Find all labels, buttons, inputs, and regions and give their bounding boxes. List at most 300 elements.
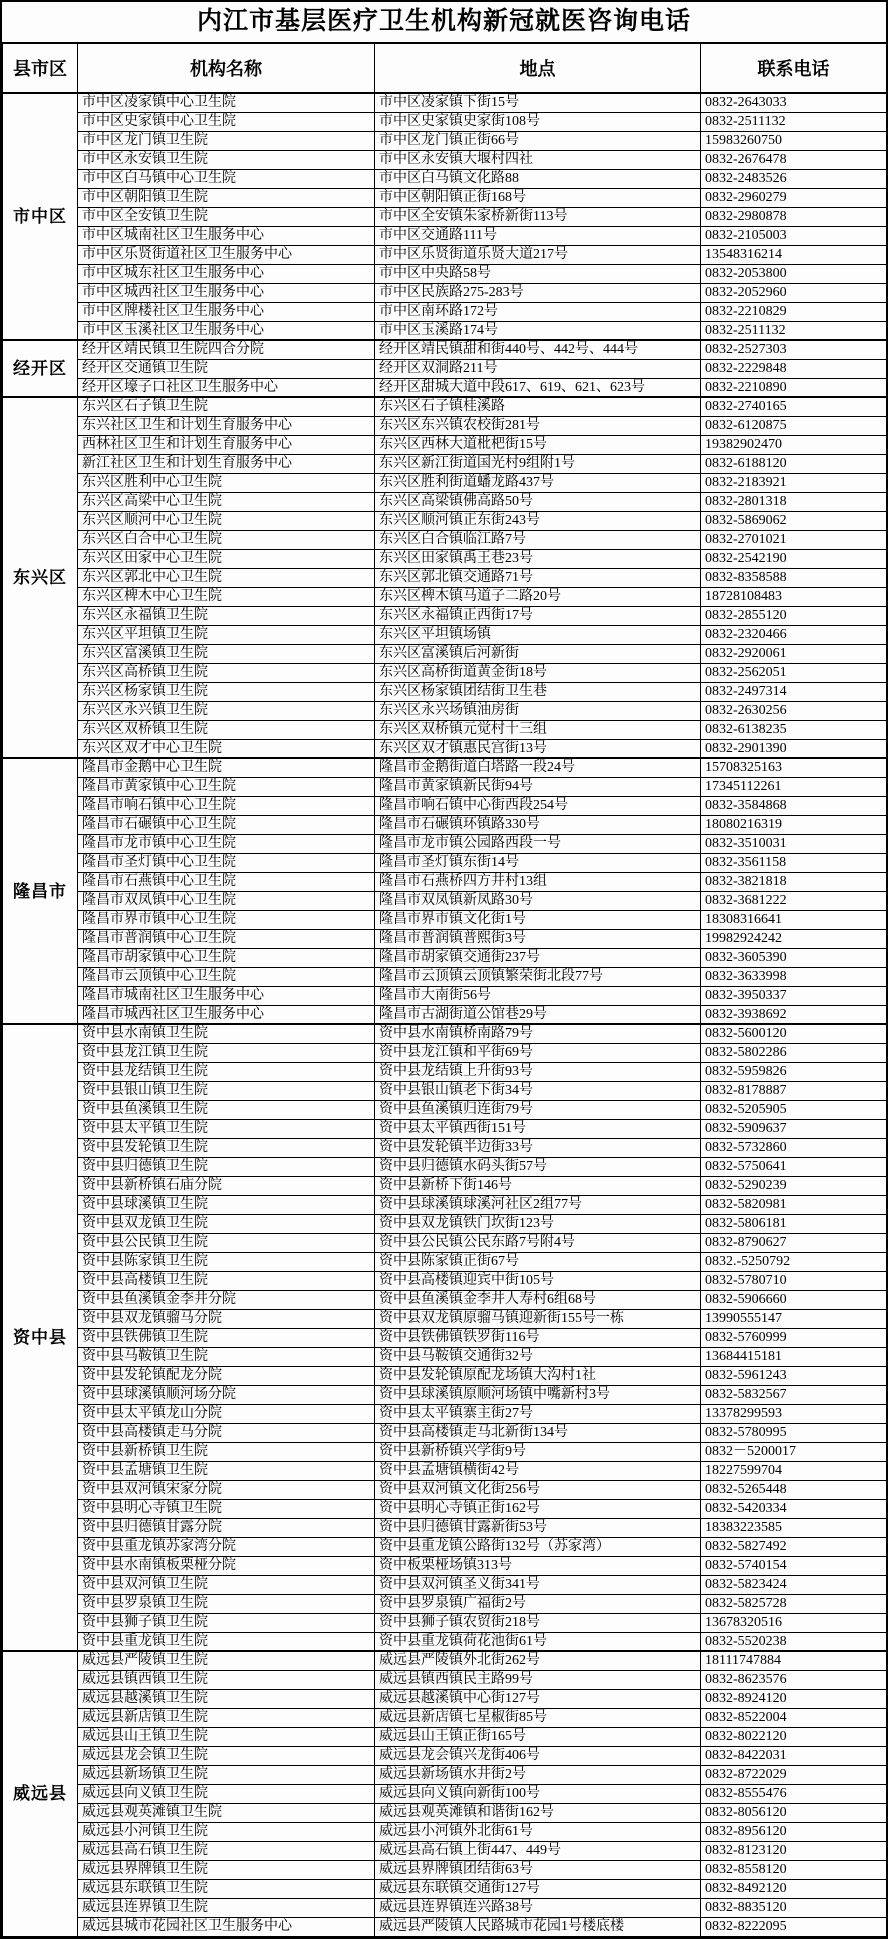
address-cell: 隆昌市云顶镇云顶镇繁荣街北段77号 bbox=[375, 967, 701, 986]
address-cell: 市中区永安镇大堰村四社 bbox=[375, 150, 701, 169]
address-cell: 东兴区高梁镇佛高路50号 bbox=[375, 492, 701, 511]
address-cell: 经开区双洞路211号 bbox=[375, 359, 701, 378]
phone-cell: 13548316214 bbox=[701, 245, 887, 264]
institution-name-cell: 隆昌市石燕镇中心卫生院 bbox=[78, 872, 375, 891]
table-row bbox=[3, 359, 887, 378]
institution-name-cell: 资中县太平镇龙山分院 bbox=[78, 1404, 375, 1423]
address-cell: 威远县镇西镇民主路99号 bbox=[375, 1670, 701, 1689]
institution-name-cell: 资中县铁佛镇卫生院 bbox=[78, 1328, 375, 1347]
address-cell: 隆昌市古湖街道公馆巷29号 bbox=[375, 1005, 701, 1024]
address-cell: 资中县孟塘镇横街42号 bbox=[375, 1461, 701, 1480]
address-cell: 东兴区郭北镇交通路71号 bbox=[375, 568, 701, 587]
phone-cell: 17345112261 bbox=[701, 777, 887, 796]
table-row bbox=[3, 1062, 887, 1081]
phone-cell: 0832-5832567 bbox=[701, 1385, 887, 1404]
phone-cell: 0832-5740154 bbox=[701, 1556, 887, 1575]
table-row bbox=[3, 1347, 887, 1366]
table-row bbox=[3, 1043, 887, 1062]
table-row bbox=[3, 758, 887, 777]
institution-name-cell: 隆昌市龙市镇中心卫生院 bbox=[78, 834, 375, 853]
address-cell: 资中县铁佛镇铁罗街116号 bbox=[375, 1328, 701, 1347]
institution-name-cell: 市中区全安镇卫生院 bbox=[78, 207, 375, 226]
column-header-institution: 机构名称 bbox=[78, 43, 375, 93]
institution-name-cell: 资中县银山镇卫生院 bbox=[78, 1081, 375, 1100]
table-row bbox=[3, 1423, 887, 1442]
address-cell: 资中县球溪镇球溪河社区2组77号 bbox=[375, 1195, 701, 1214]
phone-cell: 0832-8924120 bbox=[701, 1689, 887, 1708]
institution-name-cell: 隆昌市金鹅中心卫生院 bbox=[78, 758, 375, 777]
address-cell: 市中区交通路111号 bbox=[375, 226, 701, 245]
address-cell: 东兴区杨家镇团结街卫生巷 bbox=[375, 682, 701, 701]
phone-cell: 0832-8422031 bbox=[701, 1746, 887, 1765]
address-cell: 资中县重龙镇公路街132号（苏家湾） bbox=[375, 1537, 701, 1556]
phone-cell: 0832-5823424 bbox=[701, 1575, 887, 1594]
table-row bbox=[3, 93, 887, 112]
institution-name-cell: 资中县球溪镇卫生院 bbox=[78, 1195, 375, 1214]
table-row bbox=[3, 1328, 887, 1347]
phone-cell: 0832-8522004 bbox=[701, 1708, 887, 1727]
address-cell: 资中县龙结镇上升街93号 bbox=[375, 1062, 701, 1081]
table-row bbox=[3, 1005, 887, 1024]
table-row bbox=[3, 701, 887, 720]
institution-name-cell: 市中区城东社区卫生服务中心 bbox=[78, 264, 375, 283]
table-row bbox=[3, 1461, 887, 1480]
phone-cell: 0832.-5250792 bbox=[701, 1252, 887, 1271]
table-row bbox=[3, 1537, 887, 1556]
table-row bbox=[3, 511, 887, 530]
institution-name-cell: 威远县东联镇卫生院 bbox=[78, 1879, 375, 1898]
table-row bbox=[3, 682, 887, 701]
address-cell: 市中区乐贤街道乐贤大道217号 bbox=[375, 245, 701, 264]
header-row bbox=[3, 43, 887, 93]
phone-cell: 15983260750 bbox=[701, 131, 887, 150]
table-row bbox=[3, 1518, 887, 1537]
address-cell: 威远县严陵镇外北街262号 bbox=[375, 1651, 701, 1670]
phone-cell: 0832-8956120 bbox=[701, 1822, 887, 1841]
phone-cell: 0832-2855120 bbox=[701, 606, 887, 625]
institution-name-cell: 经开区壕子口社区卫生服务中心 bbox=[78, 378, 375, 397]
institution-name-cell: 资中县明心寺镇卫生院 bbox=[78, 1499, 375, 1518]
address-cell: 市中区凌家镇下街15号 bbox=[375, 93, 701, 112]
institution-name-cell: 资中县陈家镇卫生院 bbox=[78, 1252, 375, 1271]
table-row bbox=[3, 1442, 887, 1461]
institution-name-cell: 东兴区双桥镇卫生院 bbox=[78, 720, 375, 739]
institution-name-cell: 隆昌市界市镇中心卫生院 bbox=[78, 910, 375, 929]
institution-name-cell: 东兴区石子镇卫生院 bbox=[78, 397, 375, 416]
address-cell: 资中县新桥镇兴学街9号 bbox=[375, 1442, 701, 1461]
address-cell: 隆昌市大南街56号 bbox=[375, 986, 701, 1005]
institution-name-cell: 东兴区顺河中心卫生院 bbox=[78, 511, 375, 530]
institution-name-cell: 资中县归德镇卫生院 bbox=[78, 1157, 375, 1176]
table-row bbox=[3, 1404, 887, 1423]
institution-name-cell: 资中县龙结镇卫生院 bbox=[78, 1062, 375, 1081]
institution-name-cell: 隆昌市黄家镇中心卫生院 bbox=[78, 777, 375, 796]
phone-cell: 0832-5827492 bbox=[701, 1537, 887, 1556]
institution-name-cell: 威远县高石镇卫生院 bbox=[78, 1841, 375, 1860]
table-row bbox=[3, 815, 887, 834]
table-row bbox=[3, 587, 887, 606]
phone-cell: 0832-2105003 bbox=[701, 226, 887, 245]
phone-cell: 15708325163 bbox=[701, 758, 887, 777]
table-row bbox=[3, 1233, 887, 1252]
phone-cell: 0832-5780710 bbox=[701, 1271, 887, 1290]
address-cell: 东兴区永福镇正西街17号 bbox=[375, 606, 701, 625]
phone-cell: 0832-5909637 bbox=[701, 1119, 887, 1138]
address-cell: 资中县狮子镇农贸街218号 bbox=[375, 1613, 701, 1632]
phone-cell: 0832-2676478 bbox=[701, 150, 887, 169]
phone-cell: 0832-3510031 bbox=[701, 834, 887, 853]
table-row bbox=[3, 1879, 887, 1898]
table-row bbox=[3, 1803, 887, 1822]
address-cell: 威远县向义镇向新街100号 bbox=[375, 1784, 701, 1803]
table-row bbox=[3, 378, 887, 397]
address-cell: 隆昌市界市镇文化街1号 bbox=[375, 910, 701, 929]
institution-name-cell: 资中县高楼镇卫生院 bbox=[78, 1271, 375, 1290]
table-row bbox=[3, 948, 887, 967]
institution-name-cell: 威远县小河镇卫生院 bbox=[78, 1822, 375, 1841]
table-row bbox=[3, 473, 887, 492]
institution-name-cell: 资中县水南镇卫生院 bbox=[78, 1024, 375, 1043]
table-row bbox=[3, 1746, 887, 1765]
address-cell: 市中区龙门镇正街66号 bbox=[375, 131, 701, 150]
phone-cell: 0832-2210890 bbox=[701, 378, 887, 397]
address-cell: 资中县陈家镇正街67号 bbox=[375, 1252, 701, 1271]
phone-cell: 18383223585 bbox=[701, 1518, 887, 1537]
address-cell: 东兴区双才镇惠民宫街13号 bbox=[375, 739, 701, 758]
table-row bbox=[3, 1499, 887, 1518]
phone-cell: 18111747884 bbox=[701, 1651, 887, 1670]
table-row bbox=[3, 435, 887, 454]
institution-name-cell: 市中区凌家镇中心卫生院 bbox=[78, 93, 375, 112]
phone-cell: 18080216319 bbox=[701, 815, 887, 834]
region-cell: 威远县 bbox=[3, 1651, 78, 1936]
table-row bbox=[3, 1024, 887, 1043]
institution-name-cell: 市中区玉溪社区卫生服务中心 bbox=[78, 321, 375, 340]
institution-name-cell: 资中县双河镇宋家分院 bbox=[78, 1480, 375, 1499]
table-row bbox=[3, 568, 887, 587]
table-row bbox=[3, 1556, 887, 1575]
address-cell: 东兴区顺河镇正东街243号 bbox=[375, 511, 701, 530]
table-row bbox=[3, 910, 887, 929]
address-cell: 资中县鱼溪镇归连街79号 bbox=[375, 1100, 701, 1119]
table-row bbox=[3, 720, 887, 739]
institution-name-cell: 资中县公民镇卫生院 bbox=[78, 1233, 375, 1252]
table-row bbox=[3, 1366, 887, 1385]
table-row bbox=[3, 1252, 887, 1271]
institution-name-cell: 市中区牌楼社区卫生服务中心 bbox=[78, 302, 375, 321]
address-cell: 隆昌市胡家镇交通街237号 bbox=[375, 948, 701, 967]
table-row bbox=[3, 1651, 887, 1670]
institution-name-cell: 威远县城市花园社区卫生服务中心 bbox=[78, 1917, 375, 1936]
institution-name-cell: 资中县太平镇卫生院 bbox=[78, 1119, 375, 1138]
institution-name-cell: 东兴区田家中心卫生院 bbox=[78, 549, 375, 568]
region-cell: 东兴区 bbox=[3, 397, 78, 758]
institution-name-cell: 隆昌市城南社区卫生服务中心 bbox=[78, 986, 375, 1005]
address-cell: 资中县太平镇西街151号 bbox=[375, 1119, 701, 1138]
address-cell: 市中区民族路275-283号 bbox=[375, 283, 701, 302]
phone-cell: 0832-8222095 bbox=[701, 1917, 887, 1936]
address-cell: 隆昌市石碾镇环镇路330号 bbox=[375, 815, 701, 834]
institution-name-cell: 东兴区郭北中心卫生院 bbox=[78, 568, 375, 587]
region-cell: 隆昌市 bbox=[3, 758, 78, 1024]
institution-name-cell: 东兴区胜利中心卫生院 bbox=[78, 473, 375, 492]
address-cell: 资中县罗泉镇广福街2号 bbox=[375, 1594, 701, 1613]
institution-name-cell: 东兴社区卫生和计划生育服务中心 bbox=[78, 416, 375, 435]
table-row bbox=[3, 739, 887, 758]
table-row bbox=[3, 1727, 887, 1746]
institution-name-cell: 市中区永安镇卫生院 bbox=[78, 150, 375, 169]
institution-name-cell: 资中县发轮镇配龙分院 bbox=[78, 1366, 375, 1385]
address-cell: 资中县新桥下街146号 bbox=[375, 1176, 701, 1195]
phone-cell: 0832-6188120 bbox=[701, 454, 887, 473]
table-row bbox=[3, 340, 887, 359]
address-cell: 隆昌市黄家镇新民街94号 bbox=[375, 777, 701, 796]
address-cell: 资中县龙江镇和平街69号 bbox=[375, 1043, 701, 1062]
phone-cell: 0832-2920061 bbox=[701, 644, 887, 663]
address-cell: 市中区全安镇朱家桥新街113号 bbox=[375, 207, 701, 226]
address-cell: 资中县明心寺镇正街162号 bbox=[375, 1499, 701, 1518]
table-row bbox=[3, 986, 887, 1005]
address-cell: 威远县界牌镇团结街63号 bbox=[375, 1860, 701, 1879]
table-row bbox=[3, 1632, 887, 1651]
phone-cell: 0832-2497314 bbox=[701, 682, 887, 701]
address-cell: 东兴区椑木镇马道子二路20号 bbox=[375, 587, 701, 606]
address-cell: 东兴区西林大道枇杷街15号 bbox=[375, 435, 701, 454]
institution-name-cell: 隆昌市城西社区卫生服务中心 bbox=[78, 1005, 375, 1024]
table-row bbox=[3, 169, 887, 188]
address-cell: 资中县马鞍镇交通街32号 bbox=[375, 1347, 701, 1366]
phone-cell: 0832-3633998 bbox=[701, 967, 887, 986]
phone-cell: 0832-5205905 bbox=[701, 1100, 887, 1119]
institution-name-cell: 东兴区永兴镇卫生院 bbox=[78, 701, 375, 720]
institution-name-cell: 资中县孟塘镇卫生院 bbox=[78, 1461, 375, 1480]
table-row bbox=[3, 549, 887, 568]
phone-cell: 0832-8022120 bbox=[701, 1727, 887, 1746]
institution-name-cell: 威远县山王镇卫生院 bbox=[78, 1727, 375, 1746]
institution-name-cell: 东兴区平坦镇卫生院 bbox=[78, 625, 375, 644]
table-row bbox=[3, 1670, 887, 1689]
address-cell: 威远县连界镇连兴路38号 bbox=[375, 1898, 701, 1917]
address-cell: 威远县东联镇交通街127号 bbox=[375, 1879, 701, 1898]
page-title: 内江市基层医疗卫生机构新冠就医咨询电话 bbox=[2, 2, 886, 42]
phone-cell: 0832-2643033 bbox=[701, 93, 887, 112]
table-row bbox=[3, 1575, 887, 1594]
address-cell: 威远县龙会镇兴龙街406号 bbox=[375, 1746, 701, 1765]
address-cell: 经开区靖民镇甜和街440号、442号、444号 bbox=[375, 340, 701, 359]
table-row bbox=[3, 1195, 887, 1214]
table-row bbox=[3, 1708, 887, 1727]
phone-cell: 0832－5200017 bbox=[701, 1442, 887, 1461]
phone-cell: 0832-3584868 bbox=[701, 796, 887, 815]
phone-cell: 0832-2701021 bbox=[701, 530, 887, 549]
institution-name-cell: 西林社区卫生和计划生育服务中心 bbox=[78, 435, 375, 454]
table-row bbox=[3, 834, 887, 853]
phone-cell: 0832-3821818 bbox=[701, 872, 887, 891]
institution-name-cell: 资中县球溪镇顺河场分院 bbox=[78, 1385, 375, 1404]
institution-name-cell: 威远县连界镇卫生院 bbox=[78, 1898, 375, 1917]
table-row bbox=[3, 1119, 887, 1138]
phone-cell: 19382902470 bbox=[701, 435, 887, 454]
phone-cell: 0832-2229848 bbox=[701, 359, 887, 378]
institution-name-cell: 市中区白马镇中心卫生院 bbox=[78, 169, 375, 188]
phone-cell: 18728108483 bbox=[701, 587, 887, 606]
phone-cell: 0832-5420334 bbox=[701, 1499, 887, 1518]
phone-cell: 13684415181 bbox=[701, 1347, 887, 1366]
column-header-region: 县市区 bbox=[3, 43, 78, 93]
phone-cell: 0832-5265448 bbox=[701, 1480, 887, 1499]
institution-name-cell: 资中县龙江镇卫生院 bbox=[78, 1043, 375, 1062]
phone-cell: 0832-2210829 bbox=[701, 302, 887, 321]
institution-name-cell: 资中县发轮镇卫生院 bbox=[78, 1138, 375, 1157]
address-cell: 威远县山王镇正街165号 bbox=[375, 1727, 701, 1746]
column-header-address: 地点 bbox=[375, 43, 701, 93]
table-row bbox=[3, 321, 887, 340]
institution-name-cell: 资中县罗泉镇卫生院 bbox=[78, 1594, 375, 1613]
table-row bbox=[3, 644, 887, 663]
phone-cell: 0832-8623576 bbox=[701, 1670, 887, 1689]
institution-name-cell: 资中县双河镇卫生院 bbox=[78, 1575, 375, 1594]
institution-name-cell: 市中区城西社区卫生服务中心 bbox=[78, 283, 375, 302]
institution-name-cell: 威远县界牌镇卫生院 bbox=[78, 1860, 375, 1879]
address-cell: 威远县新店镇七星椒街85号 bbox=[375, 1708, 701, 1727]
phone-cell: 0832-5290239 bbox=[701, 1176, 887, 1195]
phone-cell: 0832-2052960 bbox=[701, 283, 887, 302]
table-row bbox=[3, 131, 887, 150]
phone-cell: 0832-2320466 bbox=[701, 625, 887, 644]
table-row bbox=[3, 796, 887, 815]
table-row bbox=[3, 264, 887, 283]
table-row bbox=[3, 1784, 887, 1803]
institution-name-cell: 威远县严陵镇卫生院 bbox=[78, 1651, 375, 1670]
phone-cell: 0832-8722029 bbox=[701, 1765, 887, 1784]
table-row bbox=[3, 929, 887, 948]
address-cell: 市中区南环路172号 bbox=[375, 302, 701, 321]
phone-cell: 0832-2980878 bbox=[701, 207, 887, 226]
address-cell: 资中县重龙镇荷花池街61号 bbox=[375, 1632, 701, 1651]
table-row bbox=[3, 397, 887, 416]
table-row bbox=[3, 1214, 887, 1233]
table-row bbox=[3, 891, 887, 910]
address-cell: 隆昌市龙市镇公园路西段一号 bbox=[375, 834, 701, 853]
address-cell: 市中区朝阳镇正街168号 bbox=[375, 188, 701, 207]
phone-cell: 0832-2630256 bbox=[701, 701, 887, 720]
table-row bbox=[3, 625, 887, 644]
institution-name-cell: 资中县新桥镇石庙分院 bbox=[78, 1176, 375, 1195]
address-cell: 资中县高楼镇迎宾中街105号 bbox=[375, 1271, 701, 1290]
address-cell: 东兴区平坦镇场镇 bbox=[375, 625, 701, 644]
phone-cell: 0832-2740165 bbox=[701, 397, 887, 416]
address-cell: 资中县双龙镇原骝马镇迎新街155号一栋 bbox=[375, 1309, 701, 1328]
table-row bbox=[3, 872, 887, 891]
table-row bbox=[3, 1081, 887, 1100]
institution-name-cell: 东兴区高梁中心卫生院 bbox=[78, 492, 375, 511]
table-row bbox=[3, 1898, 887, 1917]
phone-cell: 0832-5820981 bbox=[701, 1195, 887, 1214]
address-cell: 资中县球溪镇原顺河场镇中嘴新村3号 bbox=[375, 1385, 701, 1404]
column-header-phone: 联系电话 bbox=[701, 43, 887, 93]
institution-name-cell: 隆昌市云顶镇中心卫生院 bbox=[78, 967, 375, 986]
phone-cell: 0832-5520238 bbox=[701, 1632, 887, 1651]
address-cell: 东兴区新江街道国光村9组附1号 bbox=[375, 454, 701, 473]
institution-name-cell: 资中县狮子镇卫生院 bbox=[78, 1613, 375, 1632]
institution-name-cell: 隆昌市胡家镇中心卫生院 bbox=[78, 948, 375, 967]
table-row bbox=[3, 853, 887, 872]
table-row bbox=[3, 112, 887, 131]
table-row bbox=[3, 606, 887, 625]
table-row bbox=[3, 777, 887, 796]
institution-name-cell: 市中区史家镇中心卫生院 bbox=[78, 112, 375, 131]
phone-cell: 0832-2183921 bbox=[701, 473, 887, 492]
address-cell: 东兴区胜利街道蟠龙路437号 bbox=[375, 473, 701, 492]
phone-cell: 13678320516 bbox=[701, 1613, 887, 1632]
address-cell: 隆昌市双凤镇新凤路30号 bbox=[375, 891, 701, 910]
phone-directory-table bbox=[2, 42, 887, 1937]
institution-name-cell: 威远县龙会镇卫生院 bbox=[78, 1746, 375, 1765]
phone-cell: 0832-8178887 bbox=[701, 1081, 887, 1100]
table-row bbox=[3, 1157, 887, 1176]
table-row bbox=[3, 150, 887, 169]
institution-name-cell: 资中县鱼溪镇卫生院 bbox=[78, 1100, 375, 1119]
institution-name-cell: 威远县越溪镇卫生院 bbox=[78, 1689, 375, 1708]
phone-cell: 0832-5750641 bbox=[701, 1157, 887, 1176]
institution-name-cell: 威远县新店镇卫生院 bbox=[78, 1708, 375, 1727]
table-row bbox=[3, 1290, 887, 1309]
table-body bbox=[3, 93, 887, 1936]
institution-name-cell: 东兴区双才中心卫生院 bbox=[78, 739, 375, 758]
address-cell: 东兴区富溪镇后河新街 bbox=[375, 644, 701, 663]
address-cell: 隆昌市响石镇中心街西段254号 bbox=[375, 796, 701, 815]
institution-name-cell: 市中区朝阳镇卫生院 bbox=[78, 188, 375, 207]
address-cell: 资中县公民镇公民东路7号附4号 bbox=[375, 1233, 701, 1252]
table-row bbox=[3, 1594, 887, 1613]
institution-name-cell: 资中县马鞍镇卫生院 bbox=[78, 1347, 375, 1366]
address-cell: 威远县小河镇外北街61号 bbox=[375, 1822, 701, 1841]
address-cell: 隆昌市圣灯镇东街14号 bbox=[375, 853, 701, 872]
institution-name-cell: 资中县重龙镇苏家湾分院 bbox=[78, 1537, 375, 1556]
institution-name-cell: 市中区龙门镇卫生院 bbox=[78, 131, 375, 150]
phone-cell: 0832-5806181 bbox=[701, 1214, 887, 1233]
address-cell: 资中县鱼溪镇金李井人寿村6组68号 bbox=[375, 1290, 701, 1309]
institution-name-cell: 东兴区杨家镇卫生院 bbox=[78, 682, 375, 701]
address-cell: 威远县严陵镇人民路城市花园1号楼底楼 bbox=[375, 1917, 701, 1936]
phone-cell: 0832-8056120 bbox=[701, 1803, 887, 1822]
address-cell: 资中县归德镇甘露新街53号 bbox=[375, 1518, 701, 1537]
address-cell: 资中县双河镇圣义街341号 bbox=[375, 1575, 701, 1594]
phone-cell: 0832-2053800 bbox=[701, 264, 887, 283]
table-row bbox=[3, 226, 887, 245]
phone-cell: 0832-2483526 bbox=[701, 169, 887, 188]
address-cell: 资中县归德镇水码头街57号 bbox=[375, 1157, 701, 1176]
phone-cell: 0832-8358588 bbox=[701, 568, 887, 587]
phone-cell: 0832-2527303 bbox=[701, 340, 887, 359]
table-row bbox=[3, 1385, 887, 1404]
address-cell: 资中县双龙镇铁门坎街123号 bbox=[375, 1214, 701, 1233]
table-row bbox=[3, 530, 887, 549]
address-cell: 东兴区田家镇禹王巷23号 bbox=[375, 549, 701, 568]
phone-cell: 0832-2511132 bbox=[701, 112, 887, 131]
phone-cell: 0832-5906660 bbox=[701, 1290, 887, 1309]
table-row bbox=[3, 1841, 887, 1860]
phone-cell: 0832-5760999 bbox=[701, 1328, 887, 1347]
table-row bbox=[3, 416, 887, 435]
address-cell: 资中县双河镇文化街256号 bbox=[375, 1480, 701, 1499]
institution-name-cell: 资中县重龙镇卫生院 bbox=[78, 1632, 375, 1651]
phone-cell: 0832-6120875 bbox=[701, 416, 887, 435]
phone-cell: 0832-5600120 bbox=[701, 1024, 887, 1043]
phone-cell: 0832-2960279 bbox=[701, 188, 887, 207]
address-cell: 东兴区石子镇桂溪路 bbox=[375, 397, 701, 416]
table-row bbox=[3, 1860, 887, 1879]
